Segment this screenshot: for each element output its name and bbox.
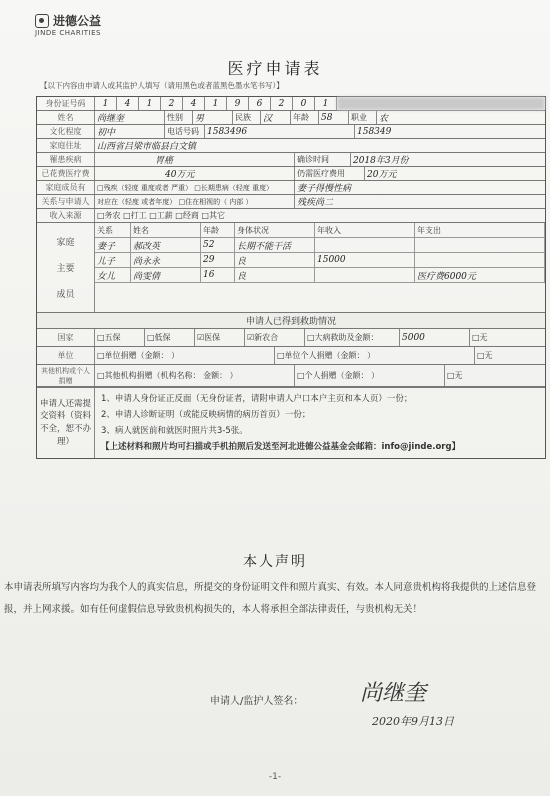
family-cell[interactable]: 儿子 xyxy=(95,253,131,267)
family-type-options[interactable]: □残疾（轻度 重度或者 严重） □长期患病（轻度 重度） xyxy=(95,181,295,194)
aid-option[interactable]: □五保 xyxy=(95,329,145,346)
aid-option[interactable]: □单位个人捐赠（金额： ） xyxy=(275,347,475,364)
need-field[interactable]: 20万元 xyxy=(367,170,397,180)
aid-option[interactable]: □无 xyxy=(472,333,488,342)
id-digit[interactable]: 4 xyxy=(117,97,139,110)
aid-option[interactable]: □无 xyxy=(477,351,493,360)
aid-option[interactable]: □低保 xyxy=(145,329,195,346)
family-cell[interactable]: 尚永永 xyxy=(131,253,201,267)
sign-date[interactable]: 2020年9月13日 xyxy=(372,715,454,728)
requirement-item: 1、申请人身份证正反面（无身份证者，请附申请人户口本户主页和本人页）一份； xyxy=(101,394,413,404)
requirements xyxy=(37,387,545,458)
family-header: 身体状况 xyxy=(235,223,315,237)
id-digit[interactable]: 1 xyxy=(315,97,337,110)
family-cell[interactable]: 良 xyxy=(235,253,315,267)
need-label: 仍需医疗费用 xyxy=(295,167,365,180)
family-cell[interactable]: 长期不能干活 xyxy=(235,238,315,252)
job-label: 职业 xyxy=(349,111,377,124)
id-digit[interactable]: 6 xyxy=(249,97,271,110)
family-cell[interactable]: 尚雯倩 xyxy=(131,268,201,282)
requirement-item: 2、申请人诊断证明（或能反映病情的病历首页）一份； xyxy=(101,410,311,420)
family-header: 关系 xyxy=(95,223,131,237)
application-form xyxy=(36,96,546,459)
disease-label: 罹患疾病 xyxy=(37,153,95,166)
aid-row-unit xyxy=(37,347,545,365)
edu-field[interactable]: 初中 xyxy=(95,125,165,138)
aid-section-title: 申请人已得到救助情况 xyxy=(37,313,545,329)
name-field[interactable]: 尚继奎 xyxy=(95,111,165,124)
family-header-row xyxy=(95,223,545,238)
aid-label: 国家 xyxy=(37,329,95,346)
page-title: 医疗申请表 xyxy=(227,59,323,78)
family-cell[interactable]: 郝改英 xyxy=(131,238,201,252)
family-cell[interactable] xyxy=(415,253,545,267)
diag-time-field[interactable]: 2018年3月份 xyxy=(353,156,409,166)
name-label: 姓名 xyxy=(37,111,95,124)
statement-body: 本申请表所填写内容均为我个人的真实信息，所提交的身份证明文件和照片真实、有效。本人同意贵机构将我提供的上述信息登报，并上网求援。如有任何虚假信息导致贵机构损失的，本人将承担全部法律责任，与贵机构无关！ xyxy=(4,582,537,615)
id-label: 身份证号码 xyxy=(37,97,95,110)
family-type-label: 家庭成员有 xyxy=(37,181,95,194)
edu-label: 文化程度 xyxy=(37,125,95,138)
aid-option[interactable]: □单位捐赠（金额： ） xyxy=(95,347,275,364)
requirement-item: 3、病人就医前和就医时照片共3-5张。 xyxy=(101,426,248,436)
family-member-row xyxy=(95,268,545,283)
family-cell[interactable] xyxy=(315,268,415,282)
family-cell[interactable]: 良 xyxy=(235,268,315,282)
aid-option[interactable]: ☑医保 xyxy=(195,329,245,346)
family-cell[interactable]: 16 xyxy=(201,268,235,282)
family-side-text: 家庭 xyxy=(56,238,75,249)
family-cell[interactable]: 医疗费6000元 xyxy=(415,268,545,282)
family-cell[interactable]: 妻子 xyxy=(95,238,131,252)
id-digit[interactable]: 1 xyxy=(205,97,227,110)
family-grid xyxy=(95,223,545,312)
diag-time-label: 确诊时间 xyxy=(295,153,351,166)
phone-field[interactable]: 1583496 xyxy=(205,125,355,138)
id-redacted xyxy=(337,97,545,110)
relation-label: 关系与申请人 xyxy=(37,195,95,208)
id-digit[interactable]: 4 xyxy=(183,97,205,110)
id-digit[interactable]: 1 xyxy=(139,97,161,110)
id-digit[interactable]: 2 xyxy=(271,97,293,110)
form-note: 【以下内容由申请人或其监护人填写（请用黑色或者蓝黑色墨水笔书写）】 xyxy=(40,81,284,90)
income-options[interactable]: □务农 □打工 □工薪 □经商 □其它 xyxy=(97,211,225,220)
id-digit[interactable]: 0 xyxy=(293,97,315,110)
family-cell[interactable]: 女儿 xyxy=(95,268,131,282)
family-type-row xyxy=(37,181,545,195)
family-members xyxy=(37,223,545,313)
family-side-text: 成员 xyxy=(56,289,75,300)
family-cell[interactable]: 52 xyxy=(201,238,235,252)
id-digit[interactable]: 9 xyxy=(227,97,249,110)
relation-options[interactable]: 对应在（轻度 或者年度） □住在相视的（ 内部 ） xyxy=(95,195,295,208)
family-cell[interactable]: 15000 xyxy=(315,253,415,267)
address-field[interactable]: 山西省吕梁市临县白文镇 xyxy=(97,142,197,152)
aid-option[interactable]: □无 xyxy=(447,371,463,380)
edu-row xyxy=(37,125,545,139)
cost-field[interactable]: 40万元 xyxy=(95,167,295,180)
cost-row xyxy=(37,167,545,181)
family-header: 年支出 xyxy=(415,223,545,237)
address-row xyxy=(37,139,545,153)
aid-row-other xyxy=(37,365,545,387)
name-row xyxy=(37,111,545,125)
gender-label: 性别 xyxy=(165,111,193,124)
family-member-row xyxy=(95,238,545,253)
cost-label: 已花费医疗费 xyxy=(37,167,95,180)
family-side-label xyxy=(37,223,95,312)
family-side-text: 主要 xyxy=(56,263,75,274)
aid-option[interactable]: □其他机构捐赠（机构名称： 金额： ） xyxy=(95,365,295,386)
age-label: 年龄 xyxy=(291,111,319,124)
ethnic-field[interactable]: 汉 xyxy=(261,111,291,124)
id-row xyxy=(37,97,545,111)
family-member-row xyxy=(95,253,545,268)
id-digit[interactable]: 2 xyxy=(161,97,183,110)
ethnic-label: 民族 xyxy=(233,111,261,124)
disease-field[interactable]: 胃癌 xyxy=(95,153,295,166)
family-header: 年收入 xyxy=(315,223,415,237)
income-label: 收入来源 xyxy=(37,209,95,222)
gender-field[interactable]: 男 xyxy=(193,111,233,124)
logo-subtext: JINDE CHARITIES xyxy=(35,29,101,37)
aid-label: 其他机构或个人捐赠 xyxy=(37,365,95,386)
aid-option[interactable]: □个人捐赠（金额： ） xyxy=(295,365,445,386)
requirements-label: 申请人还需提交资料（资料不全，恕不办理） xyxy=(37,388,95,458)
family-empty-row xyxy=(95,283,545,312)
aid-option[interactable]: ☑新农合 xyxy=(245,329,305,346)
id-digit[interactable]: 1 xyxy=(95,97,117,110)
signature[interactable]: 尚继奎 xyxy=(360,681,427,706)
aid-row-state xyxy=(37,329,545,347)
logo xyxy=(35,12,101,29)
logo-icon xyxy=(35,14,49,28)
signature-label: 申请人/监护人签名： xyxy=(210,696,304,707)
age-field[interactable]: 58 xyxy=(319,111,349,124)
page-number: -1- xyxy=(268,772,282,782)
job-field[interactable]: 农 xyxy=(379,114,389,124)
relation-row xyxy=(37,195,545,209)
phone-field-2[interactable]: 158349 xyxy=(357,126,392,137)
family-cell[interactable]: 29 xyxy=(201,253,235,267)
requirements-body xyxy=(95,388,545,458)
family-header: 年龄 xyxy=(201,223,235,237)
family-cell[interactable] xyxy=(315,238,415,252)
aid-label: 单位 xyxy=(37,347,95,364)
income-row xyxy=(37,209,545,223)
disease-row xyxy=(37,153,545,167)
aid-amount[interactable]: 5000 xyxy=(400,329,470,346)
address-label: 家庭住址 xyxy=(37,139,95,152)
requirement-email: 【上述材料和照片均可扫描或手机拍照后发送至河北进德公益基金会邮箱：info@jinde.org】 xyxy=(101,442,461,452)
aid-option[interactable]: □大病救助及金额： xyxy=(305,329,400,346)
family-type-note[interactable]: 妻子得慢性病 xyxy=(297,184,352,194)
family-cell[interactable] xyxy=(415,238,545,252)
statement-title: 本人声明 xyxy=(243,554,307,570)
family-header: 姓名 xyxy=(131,223,201,237)
relation-note[interactable]: 残疾尚二 xyxy=(297,198,334,208)
logo-text: 进德公益 xyxy=(53,14,102,28)
phone-label: 电话号码 xyxy=(165,125,205,138)
